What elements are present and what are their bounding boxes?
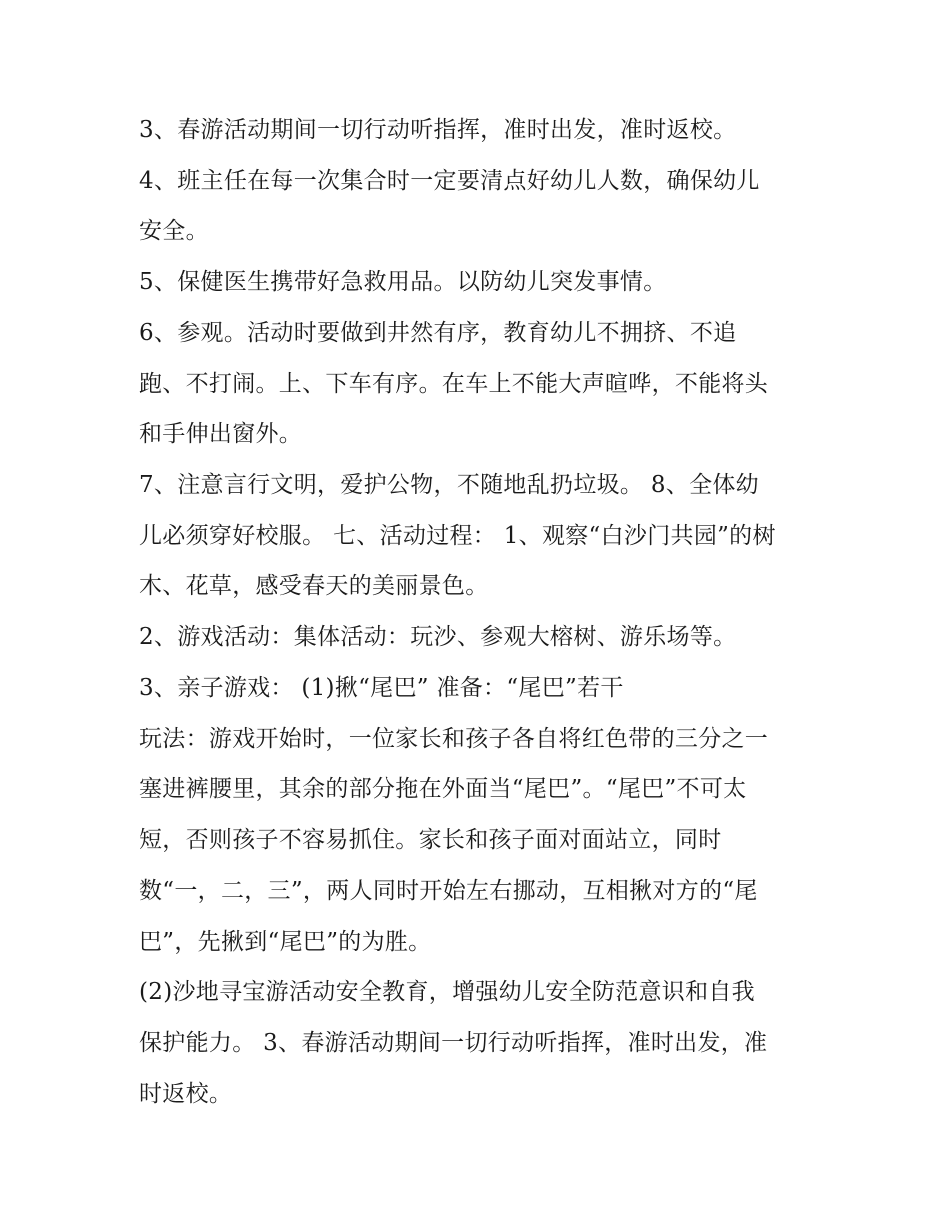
text-line: 3、春游活动期间一切行动听指挥，准时出发，准时返校。: [139, 117, 737, 143]
text-line: 时返校。: [139, 1081, 233, 1107]
text-line: 和手伸出窗外。: [139, 421, 303, 447]
text-line: (2)沙地寻宝游活动安全教育，增强幼儿安全防范意识和自我: [139, 979, 755, 1005]
text-line: 安全。: [139, 218, 209, 244]
text-line: 6、参观。活动时要做到井然有序，教育幼儿不拥挤、不追: [139, 320, 737, 346]
text-line: 木、花草，感受春天的美丽景色。: [139, 573, 489, 599]
text-line: 4、班主任在每一次集合时一定要清点好幼儿人数，确保幼儿: [139, 168, 760, 194]
text-line: 塞进裤腰里，其余的部分拖在外面当“尾巴”。“尾巴”不可太: [139, 776, 747, 802]
text-line: 玩法：游戏开始时，一位家长和孩子各自将红色带的三分之一: [139, 726, 769, 752]
text-line: 跑、不打闹。上、下车有序。在车上不能大声暄哗，不能将头: [139, 371, 769, 397]
text-line: 3、亲子游戏： (1)揪“尾巴” 准备：“尾巴”若干: [139, 675, 624, 701]
text-line: 短，否则孩子不容易抓住。家长和孩子面对面站立，同时: [139, 827, 722, 853]
text-line: 数“一，二，三”，两人同时开始左右挪动，互相揪对方的“尾: [139, 878, 758, 904]
text-line: 儿必须穿好校服。 七、活动过程： 1、观察“白沙门共园”的树: [139, 523, 776, 549]
text-line: 2、游戏活动：集体活动：玩沙、参观大榕树、游乐场等。: [139, 624, 737, 650]
text-line: 巴”，先揪到“尾巴”的为胜。: [139, 929, 432, 955]
text-line: 保护能力。 3、春游活动期间一切行动听指挥，准时出发，准: [139, 1030, 768, 1056]
text-line: 7、注意言行文明，爱护公物，不随地乱扔垃圾。 8、全体幼: [139, 472, 759, 498]
text-line: 5、保健医生携带好急救用品。以防幼儿突发事情。: [139, 269, 667, 295]
